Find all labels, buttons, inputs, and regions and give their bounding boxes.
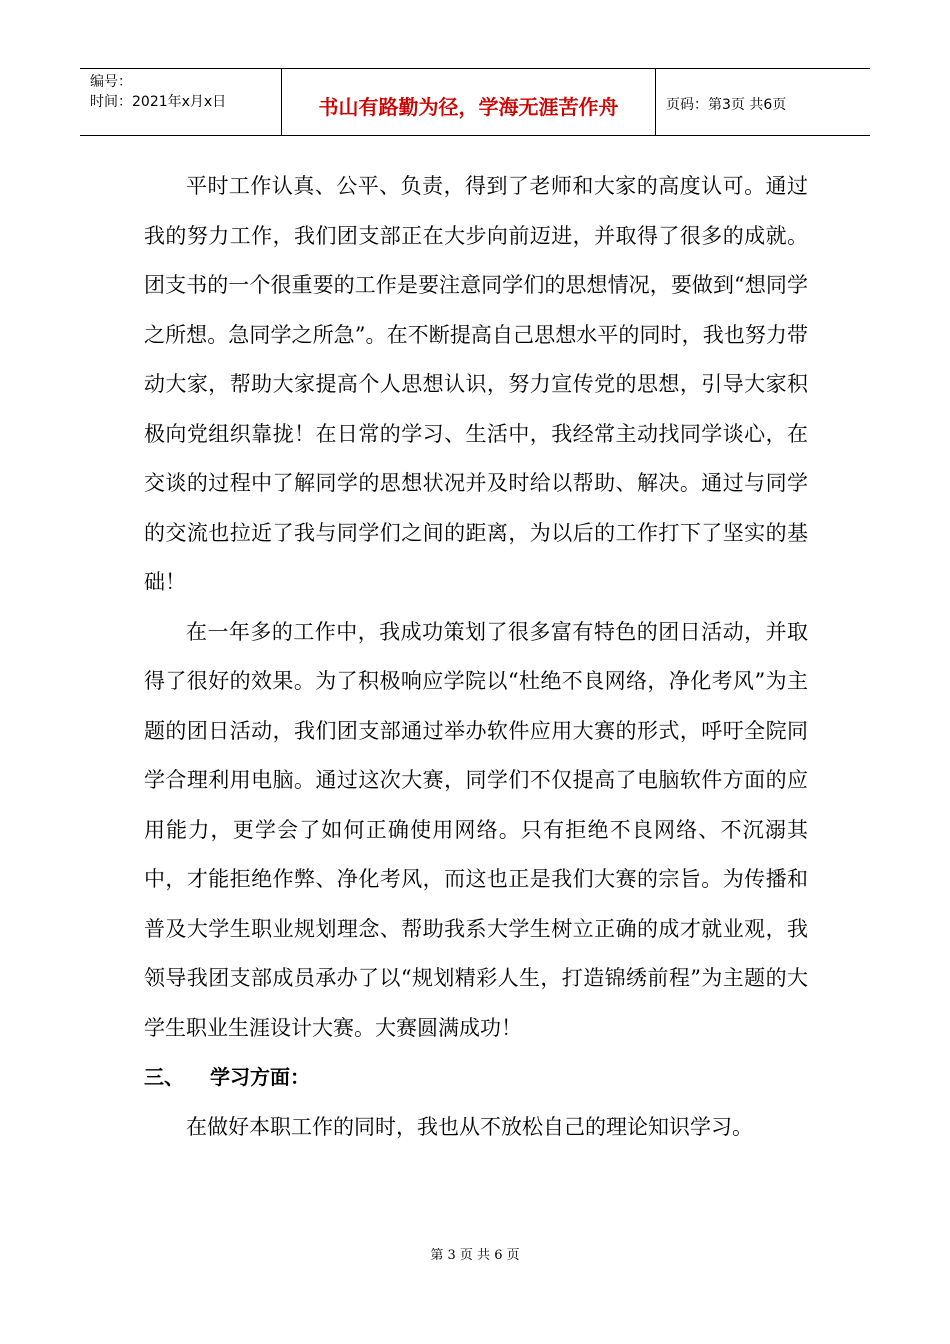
header-page-cell [656,69,870,135]
paragraph-study: 在做好本职工作的同时，我也从不放松自己的理论知识学习。 [186,1114,753,1139]
page-footer [0,1244,950,1263]
section-heading-study [144,1053,808,1103]
header-motto-cell [282,69,656,135]
paragraph-work-attitude: 平时工作认真、公平、负责，得到了老师和大家的高度认可。通过我的努力工作，我们团支部正在大步向前迈进，并取得了很多的成就。团支书的一个很重要的工作是要注意同学们的思想情况，要做到“想同学之所想。急同学之所急”。在不断提高自己思想水平的同时，我也努力带动大家，帮助大家提高个人思想认识，努力宣传党的思想，引导大家积极向党组织靠拢！在日常的学习、生活中，我经常主动找同学谈心，在交谈的过程中了解同学的思想状况并及时给以帮助、解决。通过与同学的交流也拉近了我与同学们之间的距离，为以后的工作打下了坚实的基础！ [144,174,808,594]
document-body [144,162,808,1152]
page-info: 页码：第3页 共6页 [666,97,787,113]
footer-page-number: 第 3 页 共 6 页 [430,1248,520,1263]
date-line: 时间：2021年x月x日 [90,94,227,110]
number-label: 编号： [90,74,132,90]
paragraph-league-activities: 在一年多的工作中，我成功策划了很多富有特色的团日活动，并取得了很好的效果。为了积极响应学院以“杜绝不良网络，净化考风”为主题的团日活动，我们团支部通过举办软件应用大赛的形式，呼吁全院同学合理利用电脑。通过这次大赛，同学们不仅提高了电脑软件方面的应用能力，更学会了如何正确使用网络。只有拒绝不良网络、不沉溺其中，才能拒绝作弊、净化考风，而这也正是我们大赛的宗旨。为传播和普及大学生职业规划理念、帮助我系大学生树立正确的成才就业观，我领导我团支部成员承办了以“规划精彩人生，打造锦绣前程”为主题的大学生职业生涯设计大赛。大赛圆满成功！ [144,619,808,1040]
motto-text: 书山有路勤为径，学海无涯苦作舟 [318,94,619,119]
document-header [80,68,870,136]
header-meta-cell [80,69,282,135]
section-number: 三、 [144,1065,184,1089]
section-title: 学习方面： [210,1065,310,1089]
